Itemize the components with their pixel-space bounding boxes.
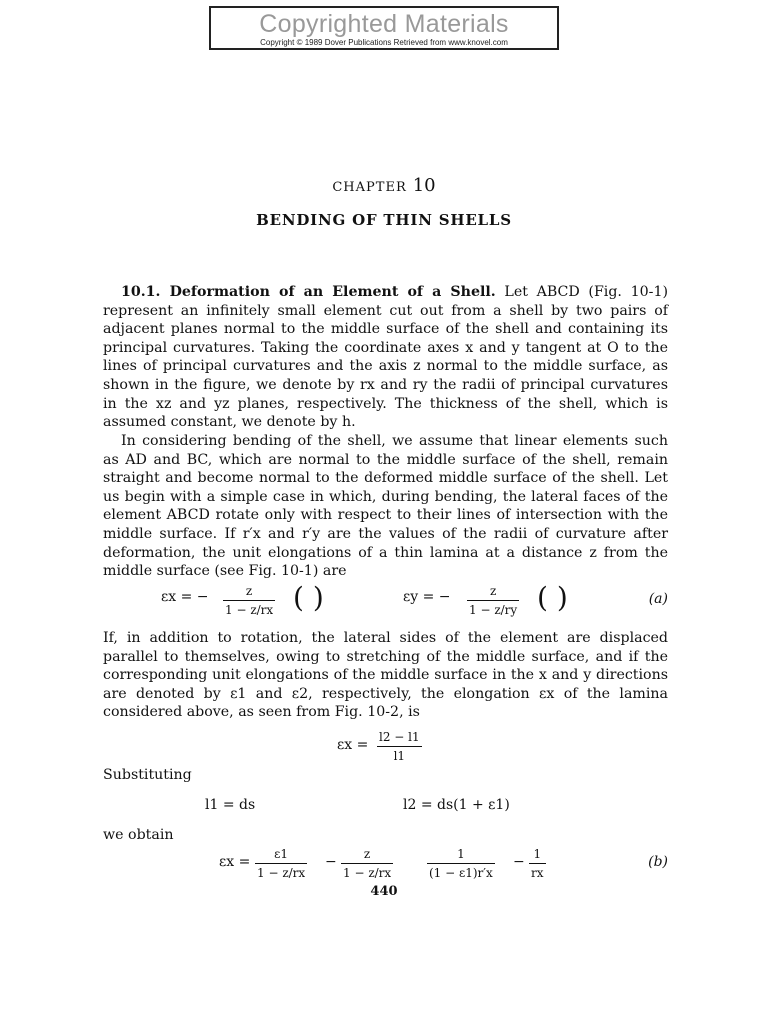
eq-b-inner-den: (1 − ε1)r′x xyxy=(427,863,495,882)
eq-b-label: (b) xyxy=(648,854,668,870)
eq-b-last-num: 1 xyxy=(533,847,542,861)
paragraph-2: In considering bending of the shell, we assume that linear elements such as AD and BC, which are normal to the middle surface of the shell, remain straight and become normal to the deformed middle surface of the shell. Let us begin with a simple case in which, during bending, the lateral faces of the element ABCD rotate only with respect to their lines of intersection with the middle surface. If r′x and r′y are the values of the radii of curvature after deformation, the unit elongations of a thin lamina at a distance z from the middle surface (see Fig. 10-1) are xyxy=(103,433,668,580)
eq-ex-lhs: εx = xyxy=(337,737,369,753)
eq-a-left-den: 1 − z/rx xyxy=(223,600,275,619)
eq-a-left-paren: ( ) xyxy=(293,581,324,614)
equation-substitution xyxy=(103,786,668,828)
eq-b-frac3 xyxy=(427,845,495,882)
paragraph-1-text: Let ABCD (Fig. 10-1) represent an infinitely small element cut out from a shell by two pairs of adjacent planes normal to the middle surface of the shell and containing its principal curvatures. Taking the coordinate axes x and y tangent at O to the lines of principal curvatures and the axis z normal to the middle surface, as shown in the figure, we denote by rx and ry the radii of principal curvatures in the xz and yz planes, respectively. The thickness of the shell, which is assumed constant, we denote by h. xyxy=(103,284,669,431)
eq-a-right-lhs: εy = − xyxy=(403,589,451,605)
eq-ex-den: l1 xyxy=(377,746,422,765)
eq-a-right-paren: ( ) xyxy=(537,581,568,614)
eq-a-right-num: z xyxy=(489,584,497,598)
eq-ex-num: l2 − l1 xyxy=(379,730,420,744)
eq-a-label: (a) xyxy=(648,591,668,607)
eq-b-lhs: εx = xyxy=(219,854,251,870)
page-number: 440 xyxy=(370,884,398,899)
paragraph-3: If, in addition to rotation, the lateral sides of the element are displaced parallel to themselves, owing to stretching of the middle surface, and if the corresponding unit elongations of the middle surface in the x and y directions are denoted by ε1 and ε2, respectively, the elongation εx of the lamina considered above, as seen from Fig. 10-2, is xyxy=(103,630,668,721)
eq-b-minus2: − xyxy=(513,854,525,870)
eq-a-left-frac xyxy=(223,582,275,619)
equation-ex xyxy=(103,728,668,768)
equation-a xyxy=(103,582,668,622)
chapter-word: CHAPTER xyxy=(332,180,407,195)
eq-b-den2: 1 − z/rx xyxy=(341,863,393,882)
chapter-label xyxy=(0,176,768,198)
equation-b xyxy=(103,845,668,885)
sub-l2: l2 = ds(1 + ε1) xyxy=(403,797,510,813)
eq-b-inner-num: 1 xyxy=(457,847,465,861)
chapter-title: BENDING OF THIN SHELLS xyxy=(256,211,512,229)
eq-b-num1: ε1 xyxy=(274,847,289,861)
eq-b-frac1 xyxy=(255,845,307,882)
banner-title: Copyrighted Materials xyxy=(259,10,509,38)
we-obtain-text: we obtain xyxy=(103,827,174,843)
copyright-banner xyxy=(209,6,559,50)
substituting-text: Substituting xyxy=(103,767,192,783)
eq-ex-frac xyxy=(377,728,422,765)
banner-subtitle: Copyright © 1989 Dover Publications Retrieved from www.knovel.com xyxy=(260,38,508,47)
eq-b-last-den: rx xyxy=(529,863,546,882)
section-heading: 10.1. Deformation of an Element of a Shell. xyxy=(121,284,496,300)
sub-l1: l1 = ds xyxy=(205,797,256,813)
eq-b-frac4 xyxy=(529,845,546,882)
eq-a-left-lhs: εx = − xyxy=(161,589,209,605)
eq-b-minus: − xyxy=(325,854,337,870)
eq-a-right-den: 1 − z/ry xyxy=(467,600,519,619)
eq-b-num2: z xyxy=(363,847,371,861)
eq-b-den1: 1 − z/rx xyxy=(255,863,307,882)
paragraph-1 xyxy=(103,283,668,432)
eq-b-frac2 xyxy=(341,845,393,882)
eq-a-right-frac xyxy=(467,582,519,619)
chapter-number: 10 xyxy=(412,175,436,196)
eq-a-left-num: z xyxy=(245,584,253,598)
